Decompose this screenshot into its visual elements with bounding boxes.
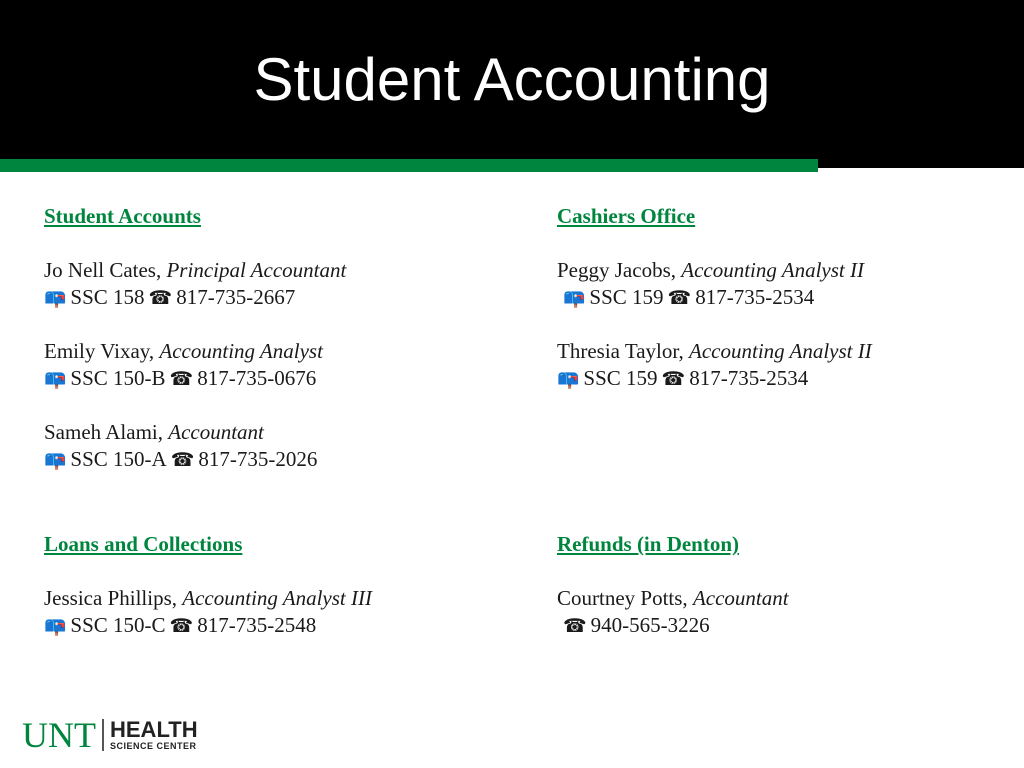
section-heading: Cashiers Office: [557, 204, 696, 228]
telephone-icon: ☎: [170, 449, 195, 471]
contact-phone: 940-565-3226: [590, 613, 710, 637]
contact-name: Thresia Taylor,: [557, 339, 684, 363]
contact-phone: 817-735-2667: [176, 285, 296, 309]
contact-name: Courtney Potts,: [557, 586, 688, 610]
contact-name: Peggy Jacobs,: [557, 258, 676, 282]
contact-courtney-potts: [557, 585, 1024, 639]
contact-phone: 817-735-2534: [695, 285, 815, 309]
mailbox-icon: 📪: [557, 369, 580, 390]
contact-room: SSC 159: [583, 366, 658, 390]
contact-phone: 817-735-0676: [197, 366, 317, 390]
header-bar: [0, 0, 1024, 168]
contact-room: SSC 158: [70, 285, 145, 309]
mailbox-icon: 📪: [44, 369, 67, 390]
telephone-icon: ☎: [148, 287, 173, 309]
telephone-icon: ☎: [667, 287, 692, 309]
telephone-icon: ☎: [169, 368, 194, 390]
contact-name: Sameh Alami,: [44, 420, 163, 444]
contact-role: Principal Accountant: [166, 258, 347, 282]
contact-phone: 817-735-2534: [689, 366, 809, 390]
section-cashiers-office: [557, 203, 1024, 419]
contact-role: Accounting Analyst II: [681, 258, 864, 282]
telephone-icon: ☎: [661, 368, 686, 390]
contact-sameh-alami: [44, 419, 514, 473]
mailbox-icon: 📪: [44, 288, 67, 309]
contact-role: Accountant: [168, 420, 264, 444]
section-heading: Student Accounts: [44, 204, 201, 228]
contact-role: Accountant: [692, 586, 789, 610]
contact-jessica-phillips: [44, 585, 514, 639]
contact-name: Jo Nell Cates,: [44, 258, 162, 282]
telephone-icon: ☎: [169, 615, 194, 637]
contact-peggy-jacobs: [557, 257, 1024, 311]
contact-room: SSC 150-B: [70, 366, 166, 390]
logo-unt-text: UNT: [22, 715, 96, 755]
contact-name: Jessica Phillips,: [44, 586, 178, 610]
contact-jo-nell-cates: [44, 257, 514, 311]
section-heading: Loans and Collections: [44, 532, 243, 556]
page-title: Student Accounting: [253, 46, 771, 113]
section-heading: Refunds (in Denton): [557, 532, 740, 556]
contact-room: SSC 150-C: [70, 613, 166, 637]
contact-room: SSC 150-A: [70, 447, 167, 471]
unt-health-logo: [22, 716, 198, 754]
mailbox-icon: 📪: [44, 450, 67, 471]
logo-divider: [102, 719, 104, 751]
contact-role: Accounting Analyst II: [689, 339, 872, 363]
contact-role: Accounting Analyst III: [182, 586, 372, 610]
accent-bar: [0, 159, 818, 172]
logo-science-center-text: SCIENCE CENTER: [110, 740, 197, 751]
contact-phone: 817-735-2026: [198, 447, 318, 471]
contact-emily-vixay: [44, 338, 514, 392]
contact-name: Emily Vixay,: [44, 339, 155, 363]
section-student-accounts: [44, 203, 514, 500]
section-refunds: [557, 531, 1024, 666]
contact-thresia-taylor: [557, 338, 1024, 392]
telephone-icon: ☎: [563, 615, 587, 637]
mailbox-icon: 📪: [563, 288, 586, 309]
mailbox-icon: 📪: [44, 616, 67, 637]
contact-phone: 817-735-2548: [197, 613, 317, 637]
contact-role: Accounting Analyst: [159, 339, 323, 363]
logo-health-text: HEALTH: [110, 716, 198, 742]
section-loans-collections: [44, 531, 514, 666]
contact-room: SSC 159: [589, 285, 664, 309]
